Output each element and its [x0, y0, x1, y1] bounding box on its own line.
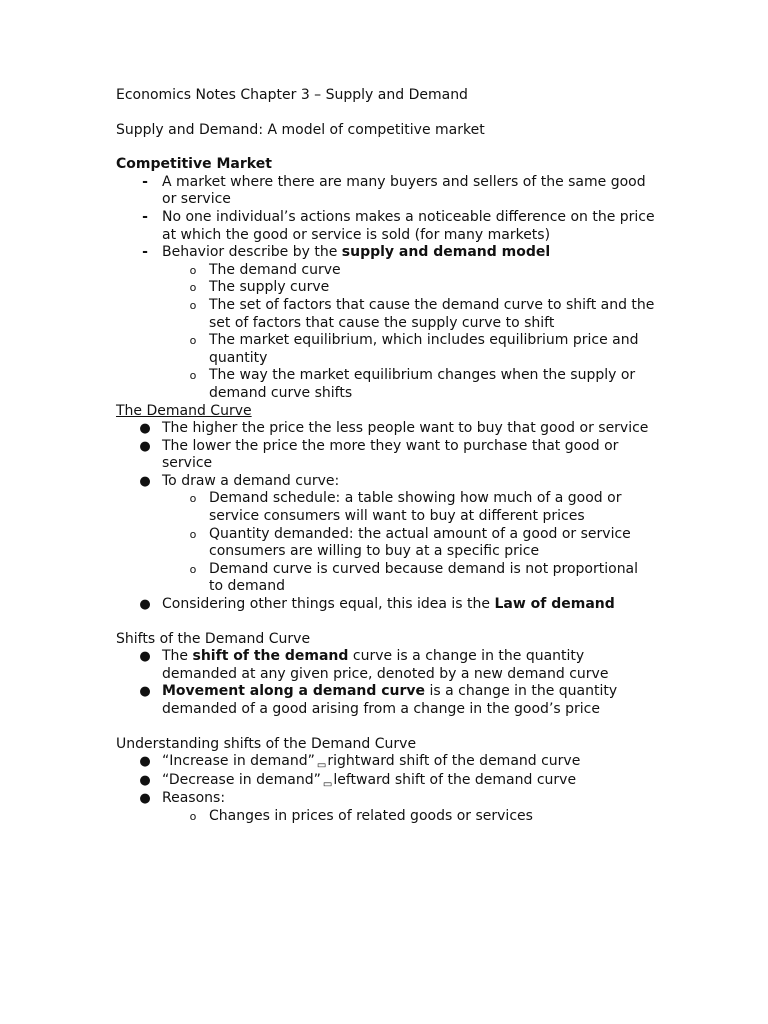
sub-list-item	[116, 367, 656, 402]
sub-item-text: The way the market equilibrium changes when the supply or demand curve shifts	[209, 367, 636, 401]
bullet-marker: ●	[139, 473, 151, 489]
shifts-list	[116, 648, 656, 718]
list-item	[116, 244, 656, 402]
list-item-text: The lower the price the more they want to purchase that good or service	[162, 437, 619, 472]
circle-marker: o	[189, 298, 197, 312]
list-item	[116, 420, 656, 438]
section-heading-shifts: Shifts of the Demand Curve	[116, 630, 311, 647]
section-heading-understanding-shifts: Understanding shifts of the Demand Curve	[116, 735, 417, 752]
circle-marker: o	[189, 809, 197, 823]
sub-list-item	[116, 808, 656, 826]
list-item-text: Considering other things equal, this idea is the	[162, 596, 495, 613]
circle-marker: o	[189, 334, 197, 348]
sub-item-text: The demand curve	[209, 261, 341, 278]
document-page	[116, 87, 656, 826]
list-item-text: Behavior describe by the	[162, 244, 342, 261]
spacer	[116, 719, 656, 736]
circle-marker: o	[189, 492, 197, 506]
sub-item-text: Quantity demanded: the actual amount of a good or service consumers are willing to buy at a specific price	[209, 525, 631, 560]
dash-marker: -	[142, 173, 148, 190]
list-item-text: A market where there are many buyers and sellers of the same good or service	[162, 173, 646, 208]
list-item-text: “Increase in demand”	[162, 753, 315, 770]
bullet-marker: ●	[139, 597, 151, 613]
sub-item-text: The set of factors that cause the demand curve to shift and the set of factors that cause the supply curve to shift	[209, 296, 655, 331]
bullet-marker: ●	[139, 754, 151, 770]
list-item-text: The higher the price the less people want to buy that good or service	[162, 420, 649, 437]
sub-list-item	[116, 297, 656, 332]
list-item	[116, 438, 656, 473]
bullet-marker: ●	[139, 438, 151, 454]
list-item-text: No one individual’s actions makes a noticeable difference on the price at which the good or service is sold (for many markets)	[162, 208, 655, 243]
bold-term: supply and demand model	[341, 244, 551, 261]
list-item	[116, 648, 656, 683]
list-item-text: The	[162, 648, 193, 665]
spacer	[116, 614, 656, 631]
sub-list	[162, 808, 656, 826]
list-item	[116, 473, 656, 596]
list-item-text: Reasons:	[162, 790, 226, 807]
circle-marker: o	[189, 263, 197, 277]
bold-term: shift of the demand	[192, 648, 349, 665]
bullet-marker: ●	[139, 684, 151, 700]
bold-term: Law of demand	[494, 596, 615, 613]
document-title: Economics Notes Chapter 3 – Supply and Demand	[116, 87, 468, 103]
circle-marker: o	[189, 281, 197, 295]
sub-list-item	[116, 561, 656, 596]
sub-item-text: The supply curve	[209, 279, 330, 296]
bullet-marker: ●	[139, 791, 151, 807]
dash-marker: -	[142, 244, 148, 261]
list-item-text: rightward shift of the demand curve	[327, 753, 581, 770]
list-item	[116, 772, 656, 791]
sub-item-text: Changes in prices of related goods or services	[209, 807, 533, 824]
list-item	[116, 683, 656, 718]
circle-marker: o	[189, 369, 197, 383]
equals-symbol-icon: ▭	[316, 760, 326, 772]
bullet-marker: ●	[139, 649, 151, 665]
list-item-text: curve is a change in the quantity demanded at any given price, denoted by a new demand curve	[162, 648, 609, 682]
circle-marker: o	[189, 527, 197, 541]
dash-marker: -	[142, 208, 148, 225]
sub-list	[162, 490, 656, 596]
sub-item-text: The market equilibrium, which includes equilibrium price and quantity	[209, 332, 639, 366]
sub-list-item	[116, 279, 656, 297]
demand-curve-list	[116, 420, 656, 614]
section-heading-competitive-market: Competitive Market	[116, 156, 272, 173]
bullet-marker: ●	[139, 772, 151, 788]
list-item-text: “Decrease in demand”	[162, 771, 321, 788]
document-subtitle: Supply and Demand: A model of competitive market	[116, 121, 485, 138]
sub-item-text: Demand schedule: a table showing how much of a good or service consumers will want to buy at different prices	[209, 490, 622, 525]
bullet-marker: ●	[139, 421, 151, 437]
section-heading-demand-curve: The Demand Curve	[116, 402, 252, 419]
competitive-market-list	[116, 174, 656, 403]
list-item	[116, 790, 656, 825]
list-item	[116, 174, 656, 209]
sub-list-item	[116, 262, 656, 280]
sub-list-item	[116, 490, 656, 525]
sub-list-item	[116, 332, 656, 367]
understanding-list	[116, 753, 656, 825]
list-item-text: leftward shift of the demand curve	[333, 771, 577, 788]
sub-list	[162, 262, 656, 403]
equals-symbol-icon: ▭	[322, 778, 332, 790]
circle-marker: o	[189, 562, 197, 576]
bold-term: Movement along a demand curve	[162, 683, 426, 700]
list-item	[116, 209, 656, 244]
list-item	[116, 753, 656, 772]
sub-list-item	[116, 526, 656, 561]
sub-item-text: Demand curve is curved because demand is not proportional to demand	[209, 560, 639, 595]
list-item-text: To draw a demand curve:	[162, 472, 340, 489]
list-item	[116, 596, 656, 614]
list-item-text: is a change in the quantity demanded of a good arising from a change in the good’s price	[162, 683, 618, 717]
